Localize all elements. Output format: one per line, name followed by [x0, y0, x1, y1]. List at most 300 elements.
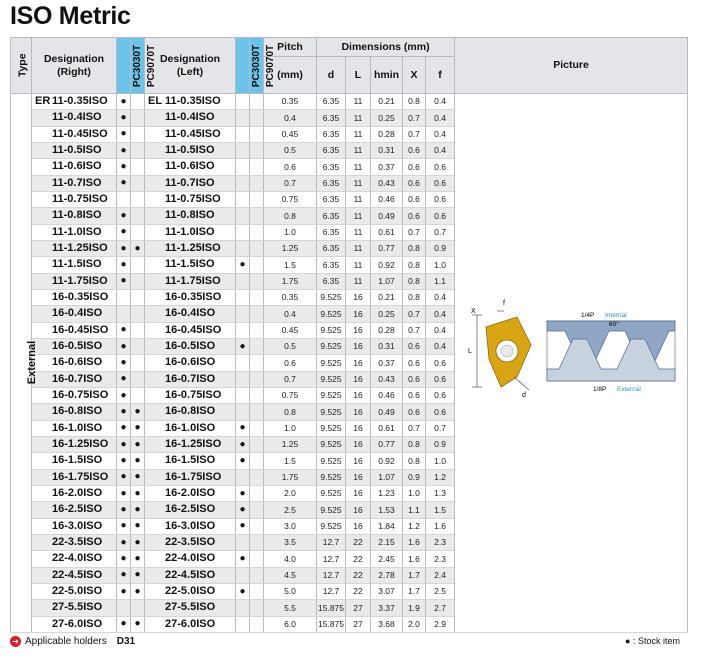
stock-pc3030t-left: [236, 110, 250, 126]
stock-pc3030t-left: [236, 126, 250, 142]
stock-pc9070t-left: [250, 436, 264, 452]
stock-pc3030t-left: ●: [236, 485, 250, 501]
stock-pc3030t-right: ●: [117, 436, 131, 452]
stock-pc3030t-left: ●: [236, 420, 250, 436]
pitch-value: 1.0: [264, 420, 317, 436]
stock-pc9070t-left: [250, 469, 264, 485]
stock-pc3030t-right: ●: [117, 110, 131, 126]
designation-left: 11-0.6ISO: [145, 159, 236, 175]
dim-f-value: 2.5: [426, 583, 455, 599]
stock-pc9070t-right: [131, 224, 145, 240]
stock-pc9070t-right: ●: [131, 502, 145, 518]
stock-pc9070t-left: [250, 224, 264, 240]
dim-L-value: 11: [346, 110, 371, 126]
stock-pc9070t-right: [131, 94, 145, 110]
dim-f-value: 0.6: [426, 404, 455, 420]
stock-pc3030t-left: [236, 142, 250, 158]
stock-pc3030t-right: ●: [117, 126, 131, 142]
pitch-value: 0.5: [264, 338, 317, 354]
dim-X-value: 0.8: [403, 240, 426, 256]
dim-f-value: 1.6: [426, 518, 455, 534]
stock-pc3030t-right: ●: [117, 208, 131, 224]
dim-L-value: 11: [346, 126, 371, 142]
header-pitch-unit: (mm): [264, 57, 317, 94]
page-title: ISO Metric: [10, 2, 131, 30]
dim-hmin-value: 3.37: [371, 600, 403, 616]
stock-pc3030t-right: ●: [117, 551, 131, 567]
dim-L-value: 27: [346, 616, 371, 632]
stock-pc9070t-right: [131, 600, 145, 616]
dim-d-value: 9.525: [317, 404, 346, 420]
dim-f-value: 2.9: [426, 616, 455, 632]
stock-pc9070t-right: [131, 371, 145, 387]
designation-right: 22-4.5ISO: [32, 567, 117, 583]
designation-left: 16-0.5ISO: [145, 338, 236, 354]
dim-d-value: 6.35: [317, 159, 346, 175]
stock-pc9070t-right: ●: [131, 518, 145, 534]
designation-right: 11-0.5ISO: [32, 142, 117, 158]
dim-d-value: 15.875: [317, 616, 346, 632]
stock-pc9070t-left: [250, 208, 264, 224]
dim-hmin-value: 1.07: [371, 273, 403, 289]
label-L: L: [467, 347, 472, 355]
label-quarter-p: 1/4P: [580, 311, 594, 319]
dim-L-value: 11: [346, 208, 371, 224]
dim-X-value: 1.1: [403, 502, 426, 518]
dim-X-value: 1.2: [403, 518, 426, 534]
pitch-value: 0.75: [264, 387, 317, 403]
pitch-value: 1.25: [264, 436, 317, 452]
designation-right: 16-2.0ISO: [32, 485, 117, 501]
dim-X-value: 0.8: [403, 289, 426, 305]
dim-X-value: 0.6: [403, 208, 426, 224]
stock-pc9070t-left: [250, 355, 264, 371]
stock-pc3030t-left: [236, 567, 250, 583]
stock-pc9070t-right: [131, 306, 145, 322]
dim-X-value: 0.7: [403, 322, 426, 338]
dim-X-value: 1.7: [403, 567, 426, 583]
pitch-value: 5.5: [264, 600, 317, 616]
stock-pc9070t-right: [131, 273, 145, 289]
dim-L-value: 16: [346, 371, 371, 387]
dim-hmin-value: 0.28: [371, 126, 403, 142]
dim-f-value: 2.3: [426, 551, 455, 567]
stock-pc3030t-right: ●: [117, 338, 131, 354]
type-cell: External: [11, 94, 32, 633]
stock-pc9070t-right: ●: [131, 436, 145, 452]
stock-pc9070t-right: [131, 142, 145, 158]
stock-pc9070t-right: ●: [131, 404, 145, 420]
dim-d-value: 6.35: [317, 273, 346, 289]
label-f: f: [502, 299, 505, 307]
dim-hmin-value: 0.92: [371, 257, 403, 273]
designation-left: 16-2.0ISO: [145, 485, 236, 501]
dim-X-value: 0.8: [403, 94, 426, 110]
pitch-value: 1.25: [264, 240, 317, 256]
stock-pc3030t-left: ●: [236, 257, 250, 273]
stock-pc3030t-right: ●: [117, 94, 131, 110]
stock-pc9070t-left: [250, 502, 264, 518]
designation-left: 11-0.4ISO: [145, 110, 236, 126]
stock-pc9070t-left: [250, 616, 264, 632]
stock-pc3030t-left: [236, 208, 250, 224]
dim-X-value: 0.6: [403, 371, 426, 387]
dim-L-value: 16: [346, 469, 371, 485]
stock-pc9070t-left: [250, 518, 264, 534]
applicable-holders-note: [10, 636, 135, 647]
stock-pc3030t-left: ●: [236, 583, 250, 599]
stock-pc3030t-right: ●: [117, 420, 131, 436]
designation-right: ER 11-0.35ISO: [32, 94, 117, 110]
dim-X-value: 0.8: [403, 257, 426, 273]
dim-hmin-value: 0.21: [371, 289, 403, 305]
stock-pc3030t-right: ●: [117, 142, 131, 158]
designation-right: 16-0.8ISO: [32, 404, 117, 420]
designation-left: 11-0.7ISO: [145, 175, 236, 191]
stock-pc3030t-right: ●: [117, 485, 131, 501]
stock-pc3030t-left: [236, 600, 250, 616]
stock-pc9070t-left: [250, 387, 264, 403]
dim-X-value: 0.6: [403, 404, 426, 420]
designation-left: 16-1.0ISO: [145, 420, 236, 436]
dim-f-value: 1.1: [426, 273, 455, 289]
dim-X-value: 0.6: [403, 142, 426, 158]
stock-pc9070t-right: [131, 338, 145, 354]
stock-pc3030t-right: ●: [117, 224, 131, 240]
dim-f-value: 2.7: [426, 600, 455, 616]
stock-pc9070t-right: ●: [131, 469, 145, 485]
header-designation-left: Designation (Left): [145, 38, 236, 94]
stock-pc3030t-left: [236, 175, 250, 191]
designation-left: 16-0.8ISO: [145, 404, 236, 420]
pitch-value: 0.4: [264, 110, 317, 126]
stock-pc9070t-right: [131, 159, 145, 175]
designation-right: 16-1.5ISO: [32, 453, 117, 469]
designation-left: 27-5.5ISO: [145, 600, 236, 616]
dim-L-value: 16: [346, 485, 371, 501]
dim-hmin-value: 0.61: [371, 420, 403, 436]
dim-f-value: 1.0: [426, 257, 455, 273]
designation-right: 11-0.75ISO: [32, 191, 117, 207]
pitch-value: 0.35: [264, 94, 317, 110]
pitch-value: 0.8: [264, 208, 317, 224]
dim-L-value: 11: [346, 191, 371, 207]
designation-left: 11-0.5ISO: [145, 142, 236, 158]
dim-hmin-value: 0.49: [371, 208, 403, 224]
dim-d-value: 6.35: [317, 110, 346, 126]
header-grade-pc3030t-right: PC3030T: [117, 38, 131, 94]
stock-pc3030t-left: [236, 240, 250, 256]
pitch-value: 1.5: [264, 453, 317, 469]
stock-pc9070t-left: [250, 371, 264, 387]
pitch-value: 4.0: [264, 551, 317, 567]
dim-L-value: 22: [346, 534, 371, 550]
dim-L-value: 22: [346, 567, 371, 583]
pitch-value: 6.0: [264, 616, 317, 632]
dim-L-value: 11: [346, 240, 371, 256]
stock-pc9070t-right: ●: [131, 453, 145, 469]
dim-hmin-value: 1.84: [371, 518, 403, 534]
stock-pc9070t-left: [250, 551, 264, 567]
designation-left: 11-0.8ISO: [145, 208, 236, 224]
stock-pc9070t-right: [131, 387, 145, 403]
stock-pc3030t-left: [236, 191, 250, 207]
stock-pc9070t-right: [131, 191, 145, 207]
designation-left: 11-0.75ISO: [145, 191, 236, 207]
stock-pc3030t-left: [236, 94, 250, 110]
stock-pc9070t-left: [250, 110, 264, 126]
stock-pc3030t-left: [236, 355, 250, 371]
dim-f-value: 0.6: [426, 371, 455, 387]
label-X: X: [470, 307, 476, 315]
stock-pc9070t-left: [250, 94, 264, 110]
stock-pc3030t-left: [236, 534, 250, 550]
dim-hmin-value: 1.53: [371, 502, 403, 518]
stock-pc3030t-left: ●: [236, 551, 250, 567]
stock-pc3030t-right: ●: [117, 616, 131, 632]
designation-right: 27-5.5ISO: [32, 600, 117, 616]
designation-right: 11-0.7ISO: [32, 175, 117, 191]
dim-f-value: 0.9: [426, 436, 455, 452]
stock-pc3030t-right: ●: [117, 453, 131, 469]
designation-right: 16-0.7ISO: [32, 371, 117, 387]
dim-X-value: 1.6: [403, 534, 426, 550]
stock-pc3030t-right: ●: [117, 387, 131, 403]
dim-d-value: 9.525: [317, 436, 346, 452]
designation-right: 16-1.25ISO: [32, 436, 117, 452]
designation-left: 11-1.75ISO: [145, 273, 236, 289]
designation-right: 11-0.45ISO: [32, 126, 117, 142]
stock-pc9070t-left: [250, 404, 264, 420]
dim-X-value: 0.6: [403, 338, 426, 354]
dim-d-value: 6.35: [317, 224, 346, 240]
dim-f-value: 0.4: [426, 94, 455, 110]
designation-right: 22-5.0ISO: [32, 583, 117, 599]
dim-X-value: 0.9: [403, 469, 426, 485]
dim-d-value: 9.525: [317, 485, 346, 501]
designation-left: 16-0.35ISO: [145, 289, 236, 305]
dim-d-value: 9.525: [317, 453, 346, 469]
dim-f-value: 0.6: [426, 355, 455, 371]
pitch-value: 0.45: [264, 126, 317, 142]
dim-L-value: 16: [346, 338, 371, 354]
dim-f-value: 0.9: [426, 240, 455, 256]
dim-f-value: 0.4: [426, 126, 455, 142]
dim-d-value: 9.525: [317, 306, 346, 322]
picture-cell: [455, 94, 688, 633]
stock-pc9070t-left: [250, 191, 264, 207]
applicable-holders-page[interactable]: D31: [116, 636, 136, 647]
stock-pc9070t-left: [250, 485, 264, 501]
stock-pc3030t-left: ●: [236, 453, 250, 469]
arrow-right-icon: ➔: [10, 636, 21, 647]
dim-d-value: 9.525: [317, 371, 346, 387]
stock-pc3030t-right: ●: [117, 469, 131, 485]
designation-right: 22-4.0ISO: [32, 551, 117, 567]
label-external: External: [616, 385, 641, 393]
dim-f-value: 0.4: [426, 289, 455, 305]
stock-pc9070t-left: [250, 257, 264, 273]
stock-pc9070t-right: ●: [131, 534, 145, 550]
designation-right: 11-0.4ISO: [32, 110, 117, 126]
stock-legend: ● : Stock item: [625, 636, 680, 646]
dim-hmin-value: 0.46: [371, 387, 403, 403]
pitch-value: 0.4: [264, 306, 317, 322]
stock-pc3030t-right: ●: [117, 502, 131, 518]
designation-right: 16-0.5ISO: [32, 338, 117, 354]
stock-pc9070t-right: [131, 175, 145, 191]
dim-hmin-value: 2.45: [371, 551, 403, 567]
dim-L-value: 11: [346, 257, 371, 273]
dim-f-value: 0.4: [426, 142, 455, 158]
stock-pc9070t-left: [250, 142, 264, 158]
designation-left: 16-1.75ISO: [145, 469, 236, 485]
dim-L-value: 11: [346, 273, 371, 289]
designation-left: EL 11-0.35ISO: [145, 94, 236, 110]
dim-d-value: 12.7: [317, 583, 346, 599]
stock-pc9070t-left: [250, 126, 264, 142]
pitch-value: 0.8: [264, 404, 317, 420]
dim-X-value: 0.7: [403, 420, 426, 436]
designation-right: 16-0.35ISO: [32, 289, 117, 305]
designation-left: 22-4.5ISO: [145, 567, 236, 583]
stock-pc3030t-left: [236, 371, 250, 387]
stock-pc3030t-right: ●: [117, 371, 131, 387]
stock-pc9070t-right: ●: [131, 616, 145, 632]
stock-pc3030t-right: ●: [117, 583, 131, 599]
dim-X-value: 0.7: [403, 306, 426, 322]
dim-L-value: 16: [346, 306, 371, 322]
dim-L-value: 16: [346, 502, 371, 518]
label-internal: Internal: [604, 311, 627, 319]
designation-right: 16-1.75ISO: [32, 469, 117, 485]
dim-hmin-value: 1.23: [371, 485, 403, 501]
dim-hmin-value: 0.43: [371, 175, 403, 191]
dim-L-value: 16: [346, 289, 371, 305]
dim-hmin-value: 0.37: [371, 355, 403, 371]
pitch-value: 2.0: [264, 485, 317, 501]
dim-X-value: 0.8: [403, 436, 426, 452]
dim-f-value: 0.6: [426, 387, 455, 403]
dim-X-value: 0.7: [403, 126, 426, 142]
designation-right: 11-0.6ISO: [32, 159, 117, 175]
stock-pc9070t-left: [250, 273, 264, 289]
pitch-value: 1.0: [264, 224, 317, 240]
stock-pc3030t-left: [236, 404, 250, 420]
stock-pc3030t-left: [236, 387, 250, 403]
dim-X-value: 1.9: [403, 600, 426, 616]
dim-f-value: 0.4: [426, 322, 455, 338]
dim-hmin-value: 0.49: [371, 404, 403, 420]
dim-d-value: 12.7: [317, 534, 346, 550]
stock-pc3030t-left: [236, 469, 250, 485]
dim-hmin-value: 0.61: [371, 224, 403, 240]
dim-X-value: 0.7: [403, 224, 426, 240]
dim-L-value: 11: [346, 175, 371, 191]
stock-pc3030t-right: ●: [117, 257, 131, 273]
dim-hmin-value: 2.15: [371, 534, 403, 550]
header-f: f: [426, 57, 455, 94]
pitch-value: 3.5: [264, 534, 317, 550]
designation-left: 16-0.4ISO: [145, 306, 236, 322]
designation-right: 11-1.75ISO: [32, 273, 117, 289]
dim-hmin-value: 0.28: [371, 322, 403, 338]
dim-L-value: 11: [346, 142, 371, 158]
pitch-value: 0.7: [264, 175, 317, 191]
stock-pc3030t-left: [236, 273, 250, 289]
pitch-value: 1.75: [264, 273, 317, 289]
dim-hmin-value: 3.68: [371, 616, 403, 632]
dim-f-value: 0.7: [426, 224, 455, 240]
designation-right: 11-1.25ISO: [32, 240, 117, 256]
stock-pc3030t-left: ●: [236, 518, 250, 534]
dim-f-value: 1.3: [426, 485, 455, 501]
pitch-value: 1.75: [264, 469, 317, 485]
stock-pc3030t-left: [236, 224, 250, 240]
header-grade-pc9070t-right: PC9070T: [131, 38, 145, 94]
designation-right: 11-0.8ISO: [32, 208, 117, 224]
dim-d-value: 6.35: [317, 175, 346, 191]
dim-hmin-value: 0.37: [371, 159, 403, 175]
designation-left: 11-1.25ISO: [145, 240, 236, 256]
designation-left: 11-0.45ISO: [145, 126, 236, 142]
designation-left: 27-6.0ISO: [145, 616, 236, 632]
stock-pc3030t-right: [117, 289, 131, 305]
stock-pc3030t-left: [236, 306, 250, 322]
header-X: X: [403, 57, 426, 94]
designation-right: 16-0.6ISO: [32, 355, 117, 371]
stock-pc3030t-right: ●: [117, 273, 131, 289]
stock-pc3030t-right: ●: [117, 355, 131, 371]
header-L: L: [346, 57, 371, 94]
dim-X-value: 1.0: [403, 485, 426, 501]
stock-pc9070t-right: ●: [131, 420, 145, 436]
dim-hmin-value: 0.25: [371, 110, 403, 126]
pitch-value: 0.35: [264, 289, 317, 305]
stock-pc9070t-right: [131, 257, 145, 273]
table-body: [11, 94, 688, 633]
stock-pc9070t-left: [250, 600, 264, 616]
header-dimensions: Dimensions (mm): [317, 38, 455, 57]
dim-d-value: 6.35: [317, 94, 346, 110]
label-eighth-p: 1/8P: [592, 385, 606, 393]
stock-pc9070t-right: [131, 126, 145, 142]
dim-L-value: 16: [346, 420, 371, 436]
dim-X-value: 0.7: [403, 110, 426, 126]
pitch-value: 0.6: [264, 159, 317, 175]
designation-right: 11-1.5ISO: [32, 257, 117, 273]
dim-hmin-value: 0.31: [371, 338, 403, 354]
dim-f-value: 0.4: [426, 338, 455, 354]
dim-L-value: 27: [346, 600, 371, 616]
dim-L-value: 16: [346, 518, 371, 534]
stock-pc3030t-right: ●: [117, 175, 131, 191]
thread-insert-diagram: [459, 299, 684, 417]
dim-X-value: 0.8: [403, 273, 426, 289]
stock-pc9070t-left: [250, 240, 264, 256]
designation-right: 16-3.0ISO: [32, 518, 117, 534]
pitch-value: 0.5: [264, 142, 317, 158]
dim-d-value: 9.525: [317, 469, 346, 485]
header-picture: Picture: [455, 38, 688, 94]
stock-pc9070t-right: ●: [131, 567, 145, 583]
designation-left: 22-4.0ISO: [145, 551, 236, 567]
dim-X-value: 1.7: [403, 583, 426, 599]
stock-pc9070t-left: [250, 306, 264, 322]
stock-pc9070t-right: [131, 289, 145, 305]
dim-L-value: 22: [346, 551, 371, 567]
pitch-value: 3.0: [264, 518, 317, 534]
